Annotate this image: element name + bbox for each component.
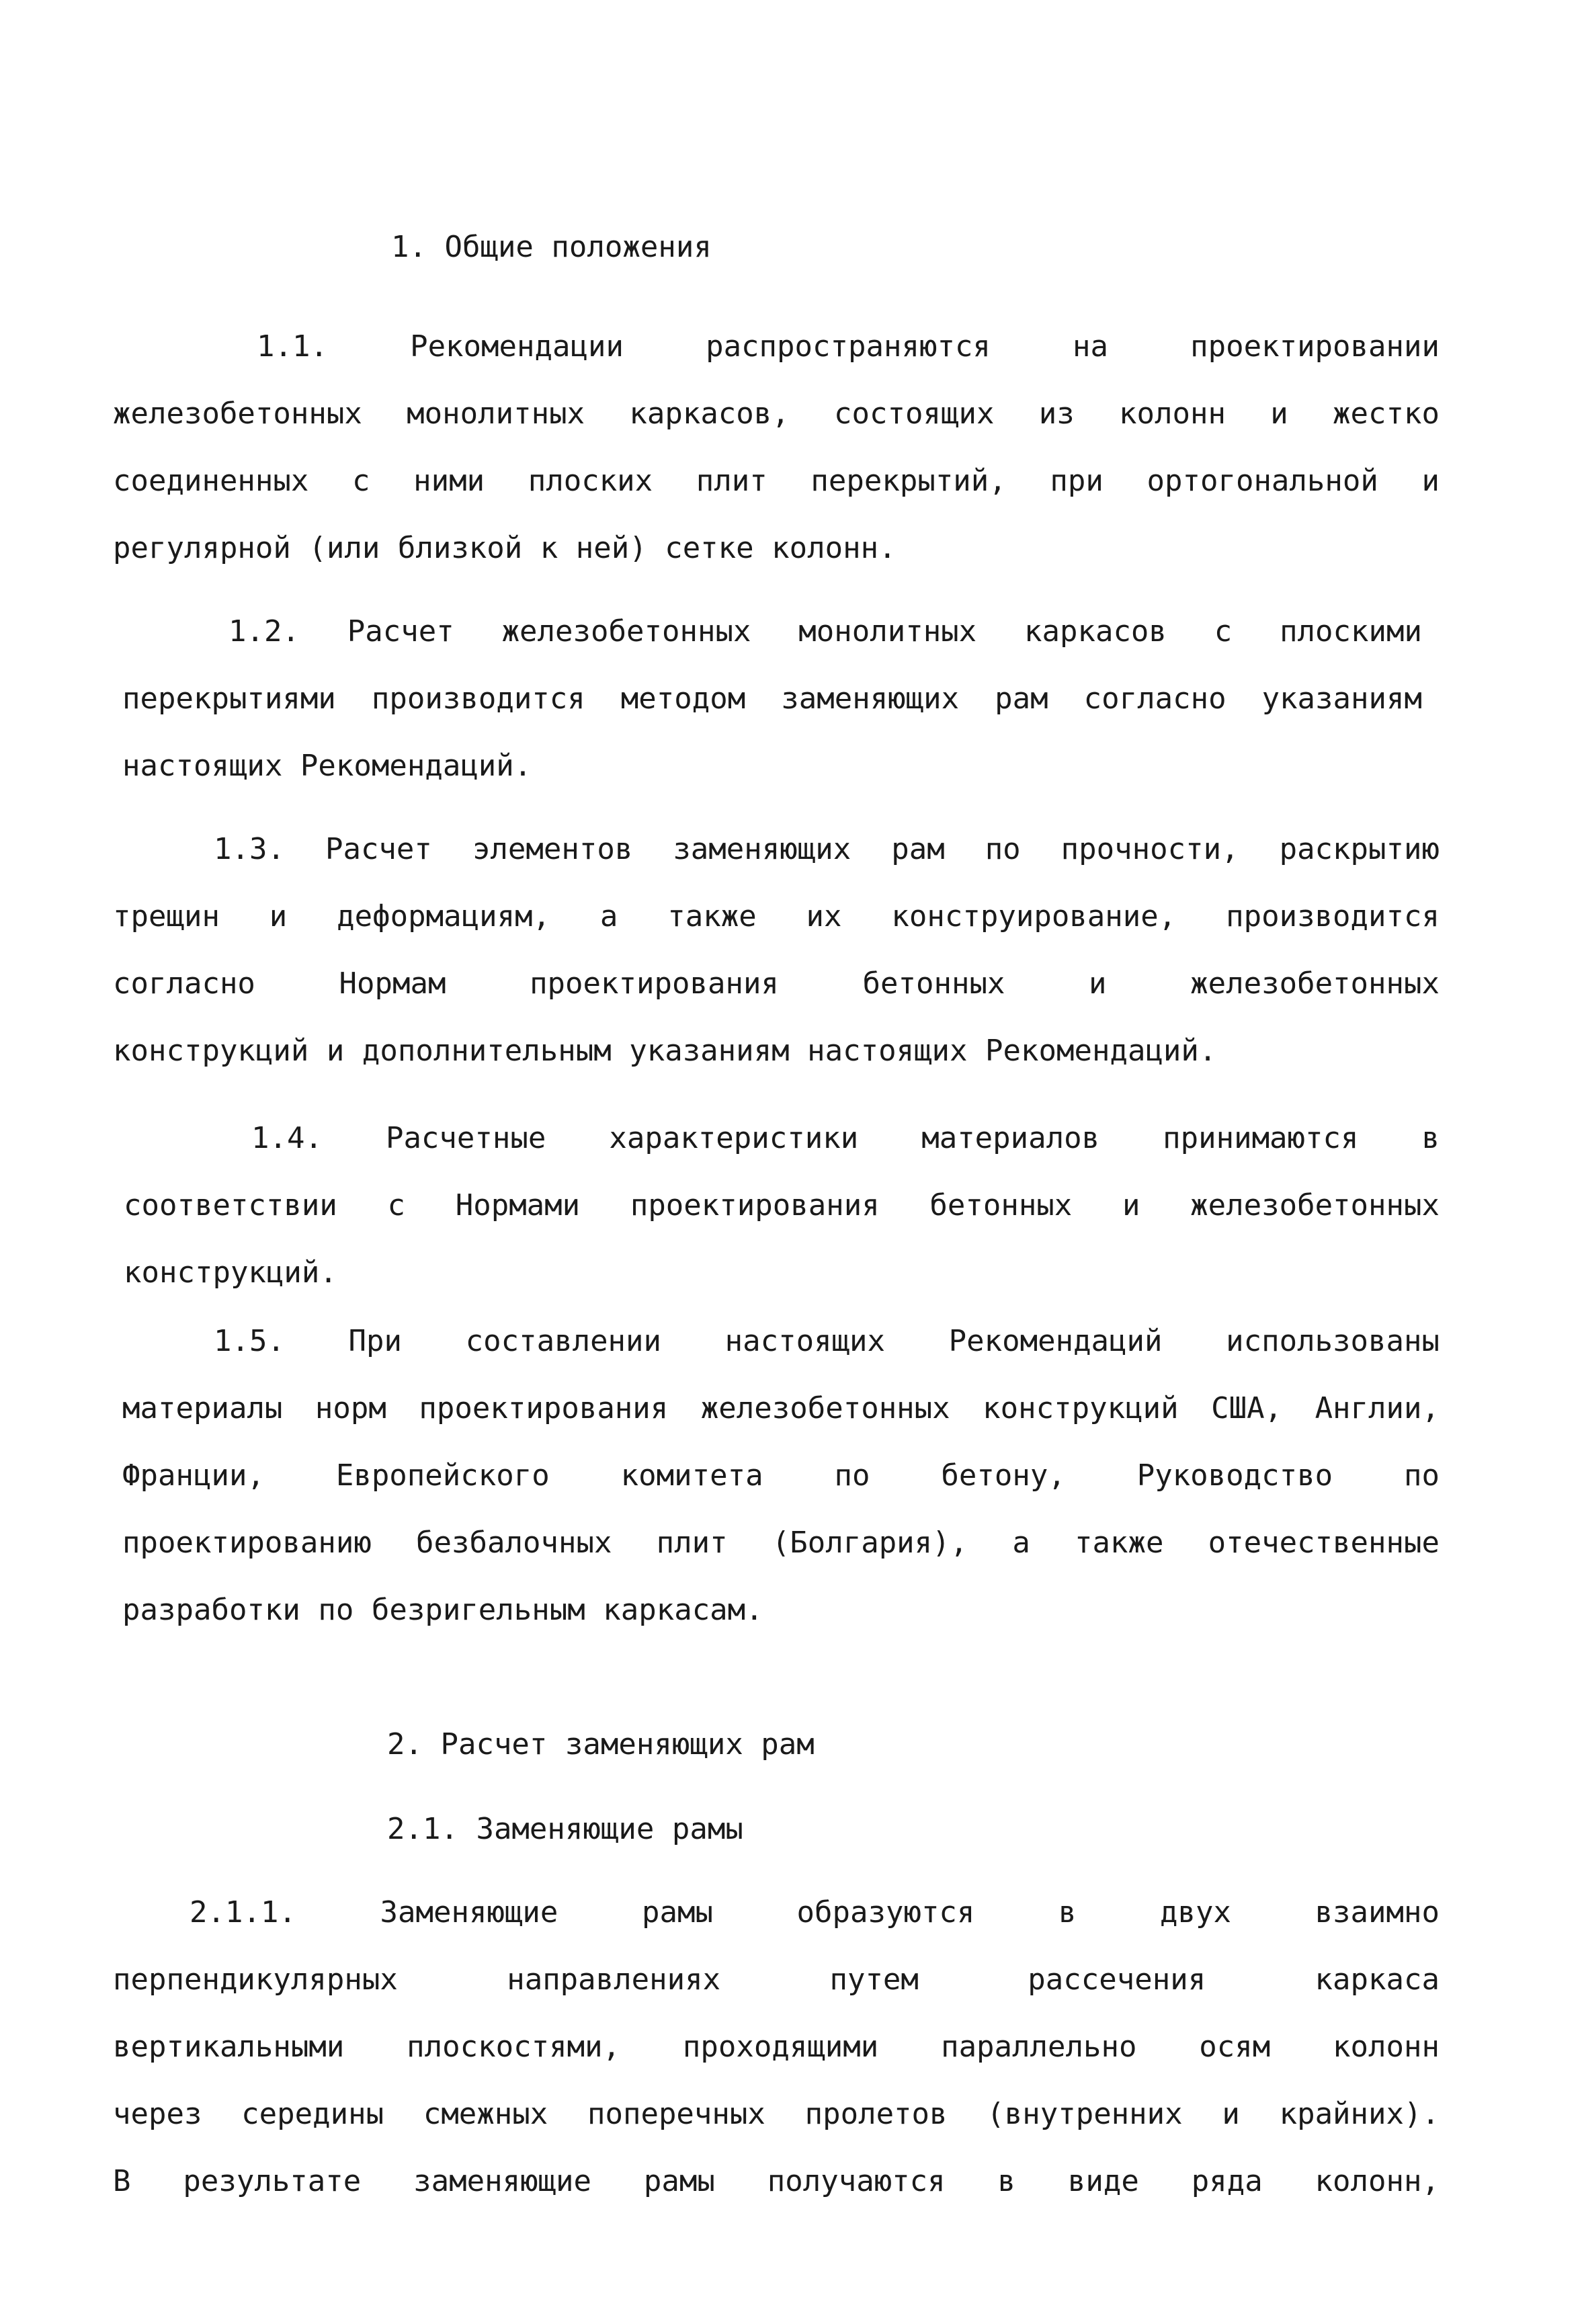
paragraph-1-4-line-2: соответствии с Нормами проектирования бетонных и железобетонных [124,1188,1440,1222]
paragraph-1-2-line-3: настоящих Рекомендаций. [122,749,532,783]
paragraph-2-1-1-line-2: перпендикулярных направлениях путем рассечения каркаса [113,1962,1440,1997]
paragraph-2-1-1-line-3: вертикальными плоскостями, проходящими параллельно осям колонн [113,2030,1440,2064]
paragraph-2-1-1-line-5: В результате заменяющие рамы получаются в виде ряда колонн, [113,2164,1440,2198]
paragraph-1-2-line-2: перекрытиями производится методом заменяющих рам согласно указаниям [122,681,1422,716]
paragraph-1-3-line-1: 1.3. Расчет элементов заменяющих рам по прочности, раскрытию [214,832,1440,866]
paragraph-1-1-line-4: регулярной (или близкой к ней) сетке колонн. [113,531,897,565]
paragraph-1-3-line-2: трещин и деформациям, а также их конструирование, производится [113,899,1440,933]
paragraph-1-3-line-3: согласно Нормам проектирования бетонных и железобетонных [113,966,1440,1001]
paragraph-1-2-line-1: 1.2. Расчет железобетонных монолитных каркасов с плоскими [228,614,1422,649]
paragraph-1-5-line-1: 1.5. При составлении настоящих Рекомендаций использованы [214,1324,1440,1358]
section-2-title: 2. Расчет заменяющих рам [387,1727,815,1761]
section-1-title: 1. Общие положения [391,230,712,264]
section-2-1-subtitle: 2.1. Заменяющие рамы [387,1812,743,1846]
paragraph-2-1-1-line-4: через середины смежных поперечных пролетов (внутренних и крайних). [113,2097,1440,2131]
paragraph-1-1-line-2: железобетонных монолитных каркасов, состоящих из колонн и жестко [113,397,1440,431]
paragraph-1-5-line-2: материалы норм проектирования железобетонных конструкций США, Англии, [122,1391,1440,1425]
paragraph-1-4-line-1: 1.4. Расчетные характеристики материалов принимаются в [251,1121,1440,1155]
paragraph-1-5-line-3: Франции, Европейского комитета по бетону, Руководство по [122,1458,1440,1493]
paragraph-1-4-line-3: конструкций. [124,1255,337,1290]
paragraph-1-5-line-5: разработки по безригельным каркасам. [122,1593,763,1627]
paragraph-1-5-line-4: проектированию безбалочных плит (Болгария), а также отечественные [122,1526,1440,1560]
paragraph-2-1-1-line-1: 2.1.1. Заменяющие рамы образуются в двух взаимно [190,1895,1440,1929]
paragraph-1-3-line-4: конструкций и дополнительным указаниям настоящих Рекомендаций. [113,1034,1217,1068]
paragraph-1-1-line-3: соединенных с ними плоских плит перекрытий, при ортогональной и [113,464,1440,498]
paragraph-1-1-line-1: 1.1. Рекомендации распространяются на проектировании [257,329,1440,364]
